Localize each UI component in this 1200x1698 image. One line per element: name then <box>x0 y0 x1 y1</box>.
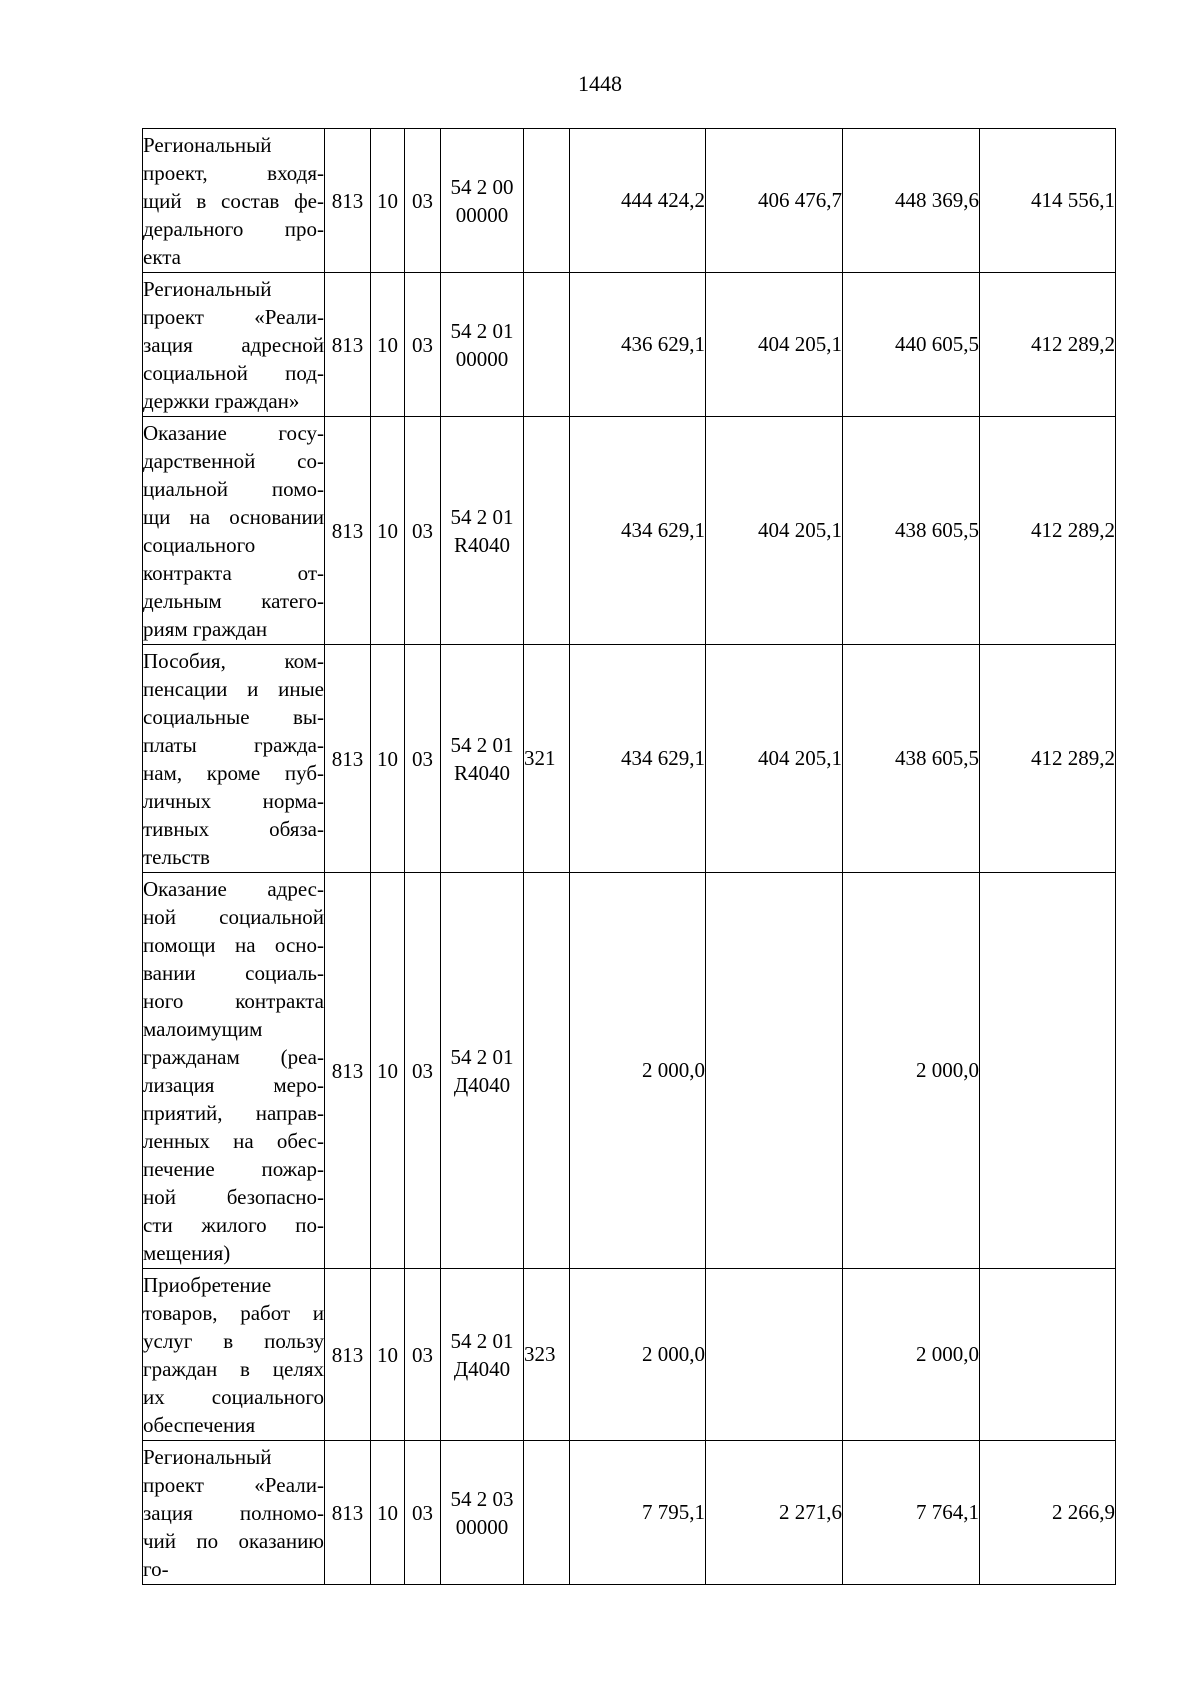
item-name-line: екта <box>143 244 182 269</box>
section-code-cell: 10 <box>371 1441 405 1585</box>
item-name-line: услуг в пользу <box>143 1328 324 1353</box>
item-name-line: социальные вы- <box>143 704 324 729</box>
item-name-line: Оказание адрес- <box>143 876 324 901</box>
target-article-cell <box>441 873 524 1269</box>
amount-cell-4: 412 289,2 <box>980 273 1116 417</box>
table-body <box>143 129 1116 1585</box>
amount-cell-3: 7 764,1 <box>843 1441 980 1585</box>
item-name-line: дарственной со- <box>143 448 324 473</box>
section-code-cell: 10 <box>371 1269 405 1441</box>
item-name-line: тивных обяза- <box>143 816 324 841</box>
target-article-cell <box>441 1441 524 1585</box>
item-name-line: проект «Реали- <box>143 304 324 329</box>
expense-type-cell <box>524 873 570 1269</box>
target-article-part: 54 2 01 <box>450 1328 514 1353</box>
amount-cell-1: 444 424,2 <box>570 129 706 273</box>
target-article-part: 00000 <box>455 346 509 371</box>
table-row <box>143 645 1116 873</box>
item-name-line: ной безопасно- <box>143 1184 324 1209</box>
amount-cell-2: 2 271,6 <box>706 1441 843 1585</box>
amount-cell-3: 440 605,5 <box>843 273 980 417</box>
amount-cell-1: 434 629,1 <box>570 417 706 645</box>
subsection-code-cell: 03 <box>405 417 441 645</box>
target-article-part: 00000 <box>455 202 509 227</box>
item-name-line: обеспечения <box>143 1412 256 1437</box>
target-article-part: 54 2 01 <box>450 732 514 757</box>
item-name-line: проект «Реали- <box>143 1472 324 1497</box>
ministry-code-cell: 813 <box>325 645 371 873</box>
expense-type-cell: 323 <box>524 1269 570 1441</box>
item-name-line: чий по оказанию <box>143 1528 324 1553</box>
expense-type-cell <box>524 417 570 645</box>
target-article-cell <box>441 417 524 645</box>
item-name-line: ленных на обес- <box>143 1128 324 1153</box>
item-name-cell <box>143 645 325 873</box>
item-name-line: проект, входя- <box>143 160 324 185</box>
ministry-code-cell: 813 <box>325 1269 371 1441</box>
target-article-part: R4040 <box>453 532 510 557</box>
item-name-line: циальной помо- <box>143 476 324 501</box>
amount-cell-1: 436 629,1 <box>570 273 706 417</box>
section-code-cell: 10 <box>371 645 405 873</box>
table-row <box>143 129 1116 273</box>
ministry-code-cell: 813 <box>325 129 371 273</box>
item-name-line: нам, кроме пуб- <box>143 760 324 785</box>
expense-type-cell <box>524 129 570 273</box>
ministry-code-cell: 813 <box>325 273 371 417</box>
item-name-line: сти жилого по- <box>143 1212 324 1237</box>
item-name-cell <box>143 273 325 417</box>
item-name-line: тельств <box>143 844 210 869</box>
target-article-cell <box>441 1269 524 1441</box>
item-name-line: ного контракта <box>143 988 324 1013</box>
item-name-line: Региональный <box>143 1444 272 1469</box>
item-name-line: пенсации и иные <box>143 676 324 701</box>
item-name-line: Региональный <box>143 276 272 301</box>
item-name-line: малоимущим <box>143 1016 263 1041</box>
amount-cell-4: 412 289,2 <box>980 417 1116 645</box>
item-name-line: личных норма- <box>143 788 324 813</box>
amount-cell-4 <box>980 873 1116 1269</box>
subsection-code-cell: 03 <box>405 1441 441 1585</box>
item-name-line: граждан в целях <box>143 1356 324 1381</box>
page-number: 1448 <box>578 71 622 96</box>
item-name-line: Приобретение <box>143 1272 272 1297</box>
item-name-line: дерального про- <box>143 216 324 241</box>
amount-cell-4 <box>980 1269 1116 1441</box>
amount-cell-1: 2 000,0 <box>570 1269 706 1441</box>
item-name-line: лизация меро- <box>143 1072 324 1097</box>
table-row <box>143 417 1116 645</box>
amount-cell-2: 404 205,1 <box>706 645 843 873</box>
item-name-line: вании социаль- <box>143 960 324 985</box>
item-name-line: социального <box>143 532 256 557</box>
target-article-part: Д4040 <box>453 1356 511 1381</box>
item-name-line: их социального <box>143 1384 324 1409</box>
target-article-cell <box>441 645 524 873</box>
budget-table <box>142 128 1116 1585</box>
item-name-line: щий в состав фе- <box>143 188 324 213</box>
item-name-cell <box>143 129 325 273</box>
item-name-line: платы гражда- <box>143 732 324 757</box>
item-name-line: помощи на осно- <box>143 932 324 957</box>
item-name-cell <box>143 1441 325 1585</box>
section-code-cell: 10 <box>371 273 405 417</box>
section-code-cell: 10 <box>371 129 405 273</box>
table-row <box>143 273 1116 417</box>
subsection-code-cell: 03 <box>405 645 441 873</box>
item-name-cell <box>143 1269 325 1441</box>
item-name-line: социальной под- <box>143 360 324 385</box>
section-code-cell: 10 <box>371 873 405 1269</box>
amount-cell-3: 2 000,0 <box>843 873 980 1269</box>
section-code-cell: 10 <box>371 417 405 645</box>
amount-cell-3: 438 605,5 <box>843 645 980 873</box>
amount-cell-4: 2 266,9 <box>980 1441 1116 1585</box>
item-name-line: Региональный <box>143 132 272 157</box>
expense-type-cell <box>524 273 570 417</box>
subsection-code-cell: 03 <box>405 873 441 1269</box>
amount-cell-2: 404 205,1 <box>706 273 843 417</box>
amount-cell-1: 434 629,1 <box>570 645 706 873</box>
expense-type-cell: 321 <box>524 645 570 873</box>
item-name-line: риям граждан <box>143 616 268 641</box>
ministry-code-cell: 813 <box>325 873 371 1269</box>
target-article-part: 54 2 01 <box>450 1044 514 1069</box>
ministry-code-cell: 813 <box>325 417 371 645</box>
item-name-line: держки граждан» <box>143 388 300 413</box>
ministry-code-cell: 813 <box>325 1441 371 1585</box>
table-row <box>143 1441 1116 1585</box>
subsection-code-cell: 03 <box>405 129 441 273</box>
item-name-line: зация полномо- <box>143 1500 324 1525</box>
item-name-line: зация адресной <box>143 332 324 357</box>
item-name-line: ной социальной <box>143 904 324 929</box>
item-name-line: гражданам (реа- <box>143 1044 324 1069</box>
amount-cell-3: 438 605,5 <box>843 417 980 645</box>
amount-cell-4: 412 289,2 <box>980 645 1116 873</box>
amount-cell-3: 448 369,6 <box>843 129 980 273</box>
item-name-line: Пособия, ком- <box>143 648 324 673</box>
target-article-part: 00000 <box>455 1514 509 1539</box>
target-article-cell <box>441 273 524 417</box>
target-article-part: 54 2 01 <box>450 504 514 529</box>
item-name-line: го- <box>143 1556 169 1581</box>
amount-cell-2 <box>706 873 843 1269</box>
amount-cell-2: 404 205,1 <box>706 417 843 645</box>
target-article-part: 54 2 03 <box>450 1486 514 1511</box>
item-name-line: щи на основании <box>143 504 324 529</box>
amount-cell-2 <box>706 1269 843 1441</box>
amount-cell-2: 406 476,7 <box>706 129 843 273</box>
amount-cell-4: 414 556,1 <box>980 129 1116 273</box>
target-article-part: 54 2 00 <box>450 174 514 199</box>
target-article-part: R4040 <box>453 760 510 785</box>
target-article-part: 54 2 01 <box>450 318 514 343</box>
item-name-line: контракта от- <box>143 560 324 585</box>
item-name-line: приятий, направ- <box>143 1100 324 1125</box>
target-article-part: Д4040 <box>453 1072 511 1097</box>
table-row <box>143 873 1116 1269</box>
item-name-line: печение пожар- <box>143 1156 324 1181</box>
target-article-cell <box>441 129 524 273</box>
subsection-code-cell: 03 <box>405 273 441 417</box>
item-name-cell <box>143 417 325 645</box>
table-row <box>143 1269 1116 1441</box>
item-name-line: Оказание госу- <box>143 420 324 445</box>
item-name-line: дельным катего- <box>143 588 324 613</box>
amount-cell-1: 7 795,1 <box>570 1441 706 1585</box>
subsection-code-cell: 03 <box>405 1269 441 1441</box>
expense-type-cell <box>524 1441 570 1585</box>
item-name-line: товаров, работ и <box>143 1300 324 1325</box>
amount-cell-1: 2 000,0 <box>570 873 706 1269</box>
item-name-line: мещения) <box>143 1240 231 1265</box>
item-name-cell <box>143 873 325 1269</box>
amount-cell-3: 2 000,0 <box>843 1269 980 1441</box>
